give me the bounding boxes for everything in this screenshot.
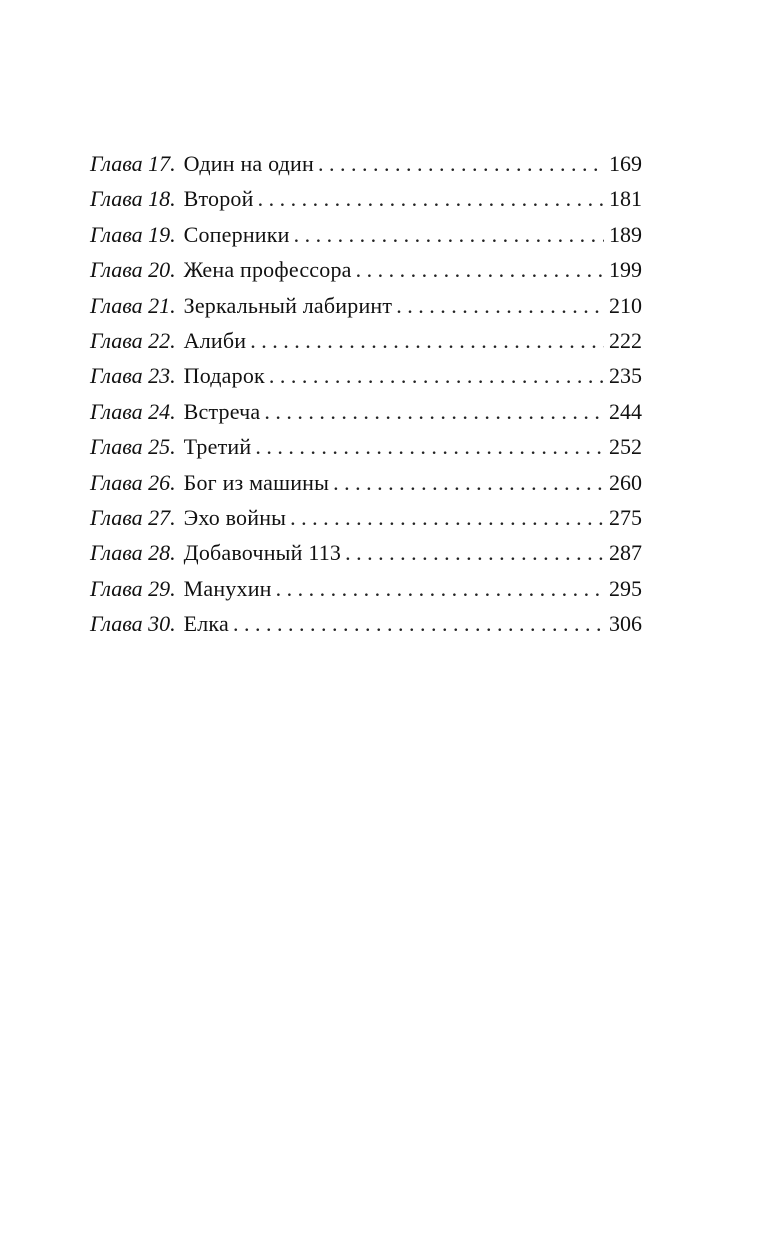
chapter-title: Эхо войны <box>183 504 287 530</box>
page-number: 181 <box>609 186 642 212</box>
chapter-label: Глава 27. <box>90 504 176 530</box>
page-number: 306 <box>609 611 642 637</box>
page-number: 260 <box>609 469 642 495</box>
dot-leader <box>258 181 604 216</box>
page-number: 222 <box>609 327 642 353</box>
page-number: 244 <box>609 398 642 424</box>
page-number: 169 <box>609 151 642 176</box>
page-number: 275 <box>609 504 642 530</box>
chapter-label: Глава 26. <box>90 469 176 495</box>
chapter-title: Встреча <box>183 398 261 424</box>
chapter-label: Глава 20. <box>90 257 176 283</box>
toc-entry <box>90 394 642 429</box>
chapter-label: Глава 21. <box>90 292 176 318</box>
page-number: 189 <box>609 221 642 247</box>
toc-entry <box>90 288 642 323</box>
chapter-title: Третий <box>183 434 252 460</box>
chapter-title: Добавочный 113 <box>183 540 342 566</box>
toc-entry <box>90 181 642 216</box>
dot-leader <box>294 217 604 252</box>
toc-entry <box>90 429 642 464</box>
toc-entry <box>90 358 642 393</box>
toc-entry <box>90 535 642 570</box>
chapter-title: Манухин <box>183 575 272 601</box>
chapter-label: Глава 22. <box>90 327 176 353</box>
toc-entry <box>90 465 642 500</box>
chapter-label: Глава 23. <box>90 363 176 389</box>
toc-entry <box>90 323 642 358</box>
chapter-label: Глава 30. <box>90 611 176 637</box>
toc-entry <box>90 606 642 641</box>
dot-leader <box>396 288 604 323</box>
toc-entry <box>90 571 642 606</box>
chapter-label: Глава 18. <box>90 186 176 212</box>
dot-leader <box>345 535 604 570</box>
chapter-title: Бог из машины <box>183 469 330 495</box>
dot-leader <box>264 394 604 429</box>
dot-leader <box>333 465 604 500</box>
page-number: 235 <box>609 363 642 389</box>
chapter-title: Второй <box>183 186 254 212</box>
dot-leader <box>269 358 604 393</box>
dot-leader <box>250 323 604 358</box>
page-number: 199 <box>609 257 642 283</box>
page-number: 287 <box>609 540 642 566</box>
chapter-title: Подарок <box>183 363 265 389</box>
toc-entry <box>90 146 642 181</box>
toc-entry <box>90 217 642 252</box>
chapter-label: Глава 29. <box>90 575 176 601</box>
toc-entry <box>90 500 642 535</box>
chapter-label: Глава 19. <box>90 221 176 247</box>
chapter-title: Елка <box>183 611 229 637</box>
chapter-label: Глава 25. <box>90 434 176 460</box>
page-number: 295 <box>609 575 642 601</box>
chapter-title: Жена профессора <box>183 257 352 283</box>
dot-leader <box>356 252 604 287</box>
page-number: 210 <box>609 292 642 318</box>
chapter-label: Глава 28. <box>90 540 176 566</box>
chapter-label: Глава 24. <box>90 398 176 424</box>
chapter-title: Соперники <box>183 221 290 247</box>
table-of-contents <box>90 146 642 641</box>
dot-leader <box>276 571 604 606</box>
dot-leader <box>290 500 604 535</box>
chapter-title: Зеркальный лабиринт <box>183 292 393 318</box>
chapter-title: Алиби <box>183 327 247 353</box>
dot-leader <box>318 146 604 181</box>
page-number: 252 <box>609 434 642 460</box>
toc-entry <box>90 252 642 287</box>
dot-leader <box>233 606 604 641</box>
dot-leader <box>255 429 604 464</box>
chapter-title: Один на один <box>183 151 314 176</box>
chapter-label: Глава 17. <box>90 151 176 176</box>
